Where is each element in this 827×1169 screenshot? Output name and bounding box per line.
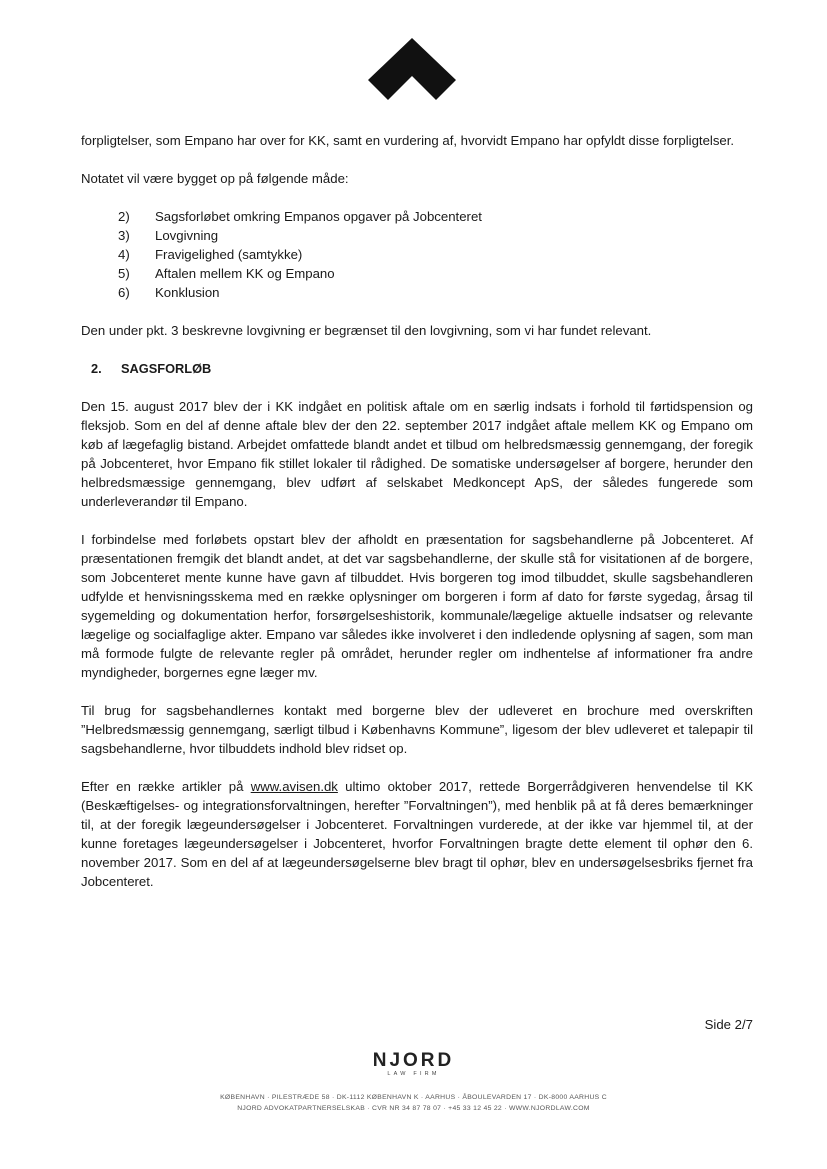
chevron-up-icon [368, 38, 456, 100]
footer-logo [0, 1050, 827, 1077]
list-item-text: Sagsforløbet omkring Empanos opgaver på Jobcenteret [155, 209, 482, 224]
paragraph-3: Til brug for sagsbehandlernes kontakt med borgerne blev der udleveret en brochure med overskriften ”Helbredsmæssig gennemgang, særligt tilbud i Københavns Kommune”, ligesom der blev udleveret et talepapir til sagsbehandlerne, hvor tilbuddets indhold blev ridset op. [81, 703, 753, 756]
list-item [118, 226, 753, 245]
outline-intro: Notatet vil være bygget op på følgende måde: [81, 171, 349, 186]
avisen-link[interactable]: www.avisen.dk [250, 779, 338, 794]
list-item-number: 2) [118, 209, 130, 224]
brand-name: NJORD [372, 1050, 455, 1071]
list-item [118, 264, 753, 283]
outline-list [81, 207, 753, 302]
page-number: Side 2/7 [704, 1017, 753, 1032]
list-item [118, 283, 753, 302]
list-item-text: Aftalen mellem KK og Empano [155, 266, 335, 281]
address-line-1: KØBENHAVN · PILESTRÆDE 58 · DK-1112 KØBENHAVN K · AARHUS · ÅBOULEVARDEN 17 · DK-8000 AARHUS C [220, 1094, 607, 1101]
section-title: SAGSFORLØB [121, 361, 212, 376]
list-item [118, 207, 753, 226]
list-item-number: 6) [118, 285, 130, 300]
paragraph-4 [81, 777, 753, 891]
list-item [118, 245, 753, 264]
address-line-2: NJORD ADVOKATPARTNERSELSKAB · CVR NR 34 87 78 07 · +45 33 12 45 22 · WWW.NJORDLAW.COM [237, 1105, 590, 1112]
list-item-text: Fravigelighed (samtykke) [155, 247, 303, 262]
paragraph-1: Den 15. august 2017 blev der i KK indgået en politisk aftale om en særlig indsats i forhold til førtidspension og fleksjob. Som en del af denne aftale blev der den 22. september 2017 indgået aftale mellem KK og Empano om køb af lægefaglig bistand. Arbejdet omfattede blandt andet et tilbud om helbredsmæssig gennemgang, der foregik på Jobcenteret, hvor Empano fik stillet lokaler til rådighed. De somatiske undersøgelser af borgere, herunder den helbredsmæssige gennemgang, blev udført af selskabet Medkoncept ApS, der således fungerede som underleverandør til Empano. [81, 399, 753, 509]
paragraph-4-rest: ultimo oktober 2017, rettede Borgerrådgiveren henvendelse til KK (Beskæftigelses- og integrationsforvaltningen, herefter ”Forvaltningen”), med henblik på at få deres bemærkninger til, at der foregik lægeundersøgelser i Jobcenteret. Forvaltningen vurderede, at der ikke var hjemmel til, at der kunne foretages lægeundersøgelser i Jobcenteret, hvorfor Forvaltningen bragte dette element til ophør den 6. november 2017. Som en del af at lægeundersøgelserne blev bragt til ophør, blev en undersøgelsesbriks fjernet fra Jobcenteret. [81, 779, 753, 889]
section-number: 2. [91, 361, 102, 376]
paragraph-4-lead: Efter en række artikler på [81, 779, 251, 794]
list-item-text: Lovgivning [155, 228, 219, 243]
document-body [81, 131, 753, 891]
list-item-number: 5) [118, 266, 130, 281]
list-item-text: Konklusion [155, 285, 220, 300]
scope-paragraph: Den under pkt. 3 beskrevne lovgivning er begrænset til den lovgivning, som vi har fundet relevant. [81, 323, 652, 338]
list-item-number: 4) [118, 247, 130, 262]
brand-subtitle: LAW FIRM [387, 1071, 440, 1077]
paragraph-2: I forbindelse med forløbets opstart blev der afholdt en præsentation for sagsbehandlerne på Jobcenteret. Af præsentationen fremgik det blandt andet, at det var sagsbehandlerne, der skulle stå for visitationen af de borgere, som Jobcenteret mente kunne have gavn af tilbuddet. Hvis borgeren tog imod tilbuddet, skulle sagsbehandleren udfylde et henvisningsskema med en række oplysninger om borgeren i form af dato for første sygedag, årsag til sygemelding og dokumentation herfor, forsørgelseshistorik, kommunale/lægelige aktuelle indsatser og relevante lægelige og socialfaglige akter. Empano var således ikke involveret i den indledende oplysning af sagen, som man må formode fulgte de relevante regler på området, herunder regler om indhentelse af informationer fra andre myndigheder, borgernes egne læger mv. [81, 532, 753, 680]
list-item-number: 3) [118, 228, 130, 243]
section-heading [81, 359, 753, 378]
intro-paragraph: forpligtelser, som Empano har over for KK, samt en vurdering af, hvorvidt Empano har opfyldt disse forpligtelser. [81, 133, 735, 148]
footer-address [0, 1092, 827, 1114]
